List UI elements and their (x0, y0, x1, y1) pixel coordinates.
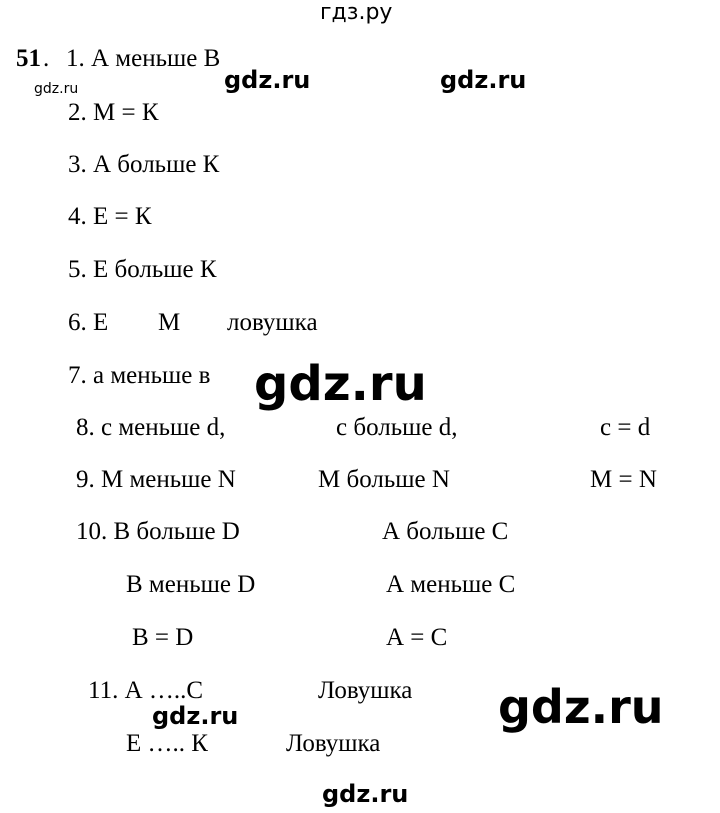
answer-line-9-b: М больше N (318, 466, 450, 493)
site-header: гдз.ру (320, 0, 393, 25)
answer-line-8-b: с больше d, (336, 414, 458, 441)
watermark-small-left: gdz.ru (34, 81, 79, 97)
answer-line-10-c: В меньше D (126, 571, 256, 598)
answer-line-10-d: А меньше С (386, 571, 516, 598)
watermark-lower-left: gdz.ru (152, 702, 239, 730)
answer-line-11-c: Е ….. К (126, 730, 208, 757)
watermark-top-right: gdz.ru (440, 66, 527, 94)
answer-line-6-b: М (158, 309, 181, 336)
watermark-top-mid: gdz.ru (224, 66, 311, 94)
problem-number-dot: . (43, 45, 50, 72)
answer-line-3: 3. А больше К (68, 151, 220, 178)
answer-line-2: 2. М = К (68, 99, 159, 126)
watermark-bottom: gdz.ru (322, 780, 409, 808)
answer-line-10-a: 10. В больше D (76, 518, 240, 545)
problem-number: 51 (16, 45, 41, 72)
answer-line-7: 7. а меньше в (68, 362, 211, 389)
answer-line-11-d: Ловушка (286, 730, 381, 757)
answer-line-6-a: 6. Е (68, 309, 109, 336)
answer-line-11-a: 11. А …..С (88, 677, 204, 704)
answer-line-6-c: ловушка (227, 309, 318, 336)
watermark-large-center: gdz.ru (254, 356, 427, 412)
watermark-large-right: gdz.ru (498, 680, 664, 734)
answer-line-10-f: А = С (386, 624, 448, 651)
answer-line-9-c: М = N (590, 466, 657, 493)
answer-line-8-a: 8. с меньше d, (76, 414, 226, 441)
answer-line-9-a: 9. М меньше N (76, 466, 236, 493)
answer-line-5: 5. Е больше К (68, 256, 217, 283)
answer-line-11-b: Ловушка (318, 677, 413, 704)
answer-line-8-c: с = d (600, 414, 651, 441)
answer-line-10-e: В = D (132, 624, 194, 651)
answer-line-4: 4. Е = К (68, 203, 152, 230)
answer-line-10-b: А больше С (382, 518, 509, 545)
answer-line-1: 1. А меньше В (66, 45, 221, 72)
